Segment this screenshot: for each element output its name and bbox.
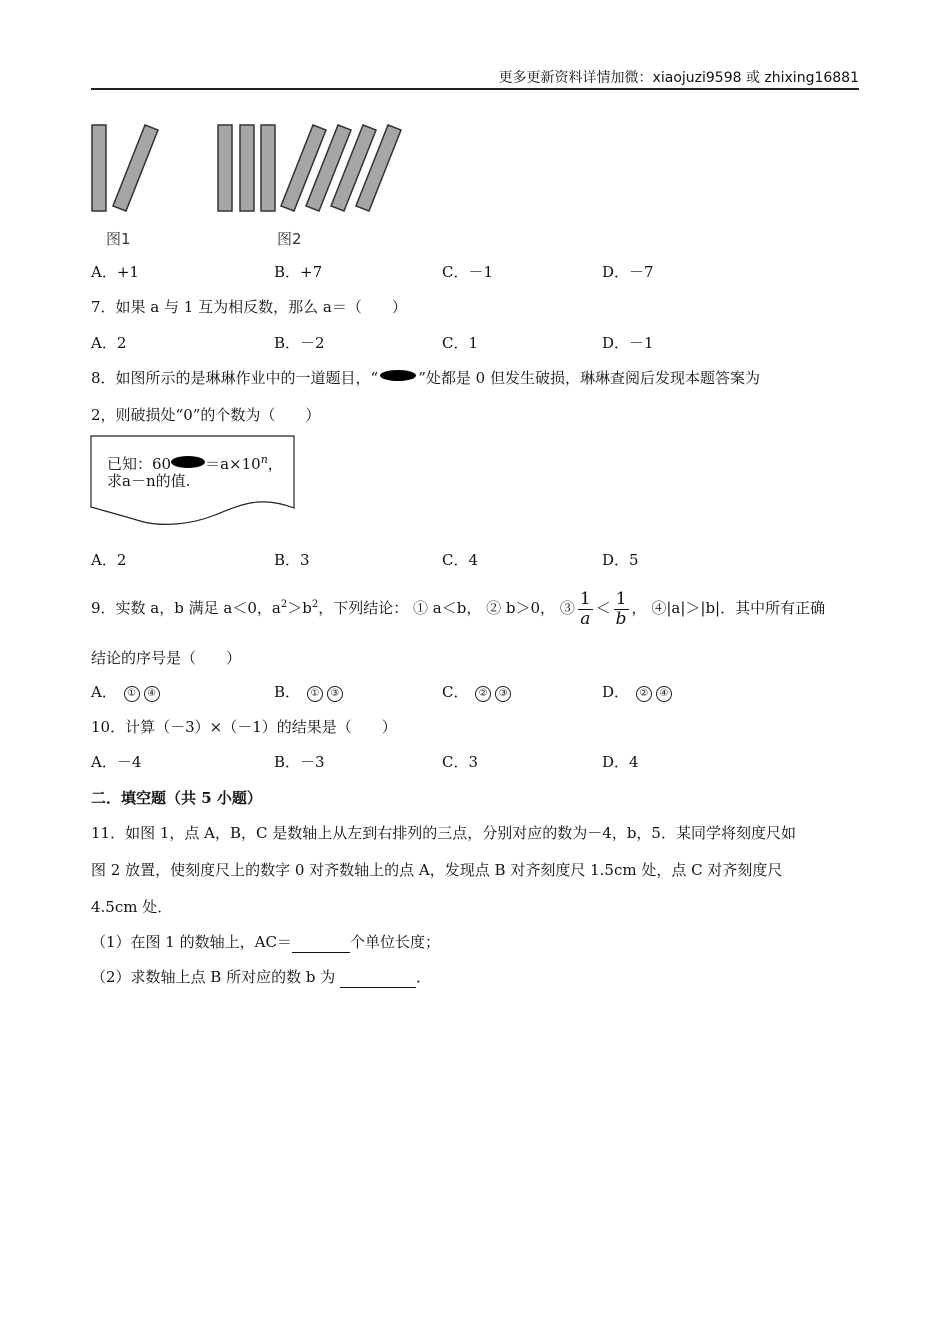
circled-number: ④ <box>656 686 672 702</box>
fig1-stick-upright <box>92 125 106 211</box>
q11-sub2-text: （2）求数轴上点 B 所对应的数 b 为 <box>91 968 341 986</box>
q9-stem-a: 9．实数 a，b 满足 a＜0，a <box>91 599 281 617</box>
q9-option-d[interactable] <box>602 682 674 702</box>
ink-blot-icon <box>380 370 416 381</box>
q9-conclusion-1 <box>413 599 481 617</box>
q11-line3: 4.5cm 处． <box>91 898 173 916</box>
q7-option-b[interactable]: B．－2 <box>274 334 325 352</box>
option-prefix: A． <box>91 683 117 701</box>
q8-card-line1-a: 已知：60 <box>107 455 172 473</box>
q9-stem-line1 <box>91 584 825 628</box>
q8-option-b[interactable]: B．3 <box>274 551 310 569</box>
q10-option-d[interactable]: D．4 <box>602 753 639 771</box>
q9-stem-b: ＞b <box>287 599 312 617</box>
q11-line2: 图 2 放置，使刻度尺上的数字 0 对齐数轴上的点 A，发现点 B 对齐刻度尺 1.5cm 处，点 C 对齐刻度尺 <box>91 861 783 879</box>
q9-lt: ＜ <box>595 599 611 617</box>
q10-stem: 10．计算（－3）×（－1）的结果是（ ） <box>91 718 397 736</box>
q9-stem-line2: 结论的序号是（ ） <box>91 649 242 667</box>
q11-sub1-unit: 个单位长度； <box>349 933 440 951</box>
q10-option-a[interactable]: A．－4 <box>91 753 142 771</box>
q7-option-a[interactable]: A．2 <box>91 334 127 352</box>
frac-numerator: 1 <box>615 588 627 609</box>
frac-denominator: b <box>615 608 627 629</box>
q9-c1-text: a＜b， <box>432 599 482 617</box>
circled-number: ④ <box>144 686 160 702</box>
q9-sup1: 2 <box>280 599 288 610</box>
circled-number: ② <box>636 686 652 702</box>
q9-sup2: 2 <box>311 599 319 610</box>
fig1-stick-tilted <box>113 125 158 211</box>
q9-option-b[interactable] <box>274 682 345 702</box>
q9-conclusion-4 <box>651 599 825 617</box>
q9-option-a[interactable] <box>91 682 162 702</box>
sticks-figure <box>85 118 415 218</box>
frac-numerator: 1 <box>579 588 591 609</box>
q9-option-c[interactable] <box>442 682 513 702</box>
q8-card-line2: 求a－n的值. <box>107 472 191 490</box>
fig1-label: 图1 <box>106 230 131 248</box>
frac-denominator: a <box>580 608 591 629</box>
q9-c4-text: |a|＞|b|．其中所有正确 <box>666 599 826 617</box>
q11-sub2 <box>91 967 431 988</box>
q8-card-line1-b: ＝a×10 <box>205 455 261 473</box>
q10-option-b[interactable]: B．－3 <box>274 753 325 771</box>
q11-sub2-answer-blank[interactable] <box>340 967 416 988</box>
q8-option-d[interactable]: D．5 <box>602 551 639 569</box>
q9-c1-marker: ① <box>412 599 428 617</box>
q8-stem-line1-a: 8．如图所示的是琳琳作业中的一道题目，“ <box>91 369 379 387</box>
q9-fraction-1b <box>614 590 629 629</box>
q11-sub2-end: ． <box>416 968 432 986</box>
q6-option-a[interactable]: A．+1 <box>91 263 139 281</box>
q9-stem-c: ，下列结论： <box>318 599 409 617</box>
q7-stem: 7．如果 a 与 1 互为相反数，那么 a＝（ ） <box>91 298 407 316</box>
q6-option-b[interactable]: B．+7 <box>274 263 323 281</box>
fig2-stick-upright-3 <box>261 125 275 211</box>
q9-fraction-1a <box>578 590 593 629</box>
q11-sub1-answer-blank[interactable] <box>292 932 350 953</box>
circled-number: ③ <box>495 686 511 702</box>
q10-option-c[interactable]: C．3 <box>442 753 479 771</box>
q11-line1: 11．如图 1，点 A，B，C 是数轴上从左到右排列的三点，分别对应的数为－4，b，5．某同学将刻度尺如 <box>91 824 796 842</box>
q7-option-d[interactable]: D．－1 <box>602 334 654 352</box>
circled-number: ② <box>475 686 491 702</box>
q11-sub1 <box>91 932 440 953</box>
option-prefix: D． <box>602 683 630 701</box>
q9-c2-text: b＞0， <box>505 599 556 617</box>
section-2-title: 二．填空题（共 5 小题） <box>91 789 262 807</box>
option-prefix: C． <box>442 683 469 701</box>
q8-card-exponent: n <box>260 453 268 466</box>
q11-sub1-text: （1）在图 1 的数轴上，AC＝ <box>91 933 292 951</box>
q8-option-a[interactable]: A．2 <box>91 551 127 569</box>
q8-card-line1-c: ， <box>267 455 283 473</box>
q6-option-d[interactable]: D．－7 <box>602 263 654 281</box>
circled-number: ③ <box>327 686 343 702</box>
q8-stem-line2: 2，则破损处“0”的个数为（ ） <box>91 406 321 424</box>
circled-number: ① <box>307 686 323 702</box>
option-prefix: B． <box>274 683 301 701</box>
q9-conclusion-3 <box>559 588 647 629</box>
q9-c3-marker: ③ <box>559 599 575 617</box>
ink-blot-icon <box>171 456 205 468</box>
q6-option-c[interactable]: C．－1 <box>442 263 494 281</box>
q9-sep: ， <box>631 599 647 617</box>
q8-option-c[interactable]: C．4 <box>442 551 479 569</box>
header-text: 更多更新资料详情加微：xiaojuzi9598 或 zhixing16881 <box>498 70 859 86</box>
q8-stem-line1-b: ”处都是 0 但发生破损，琳琳查阅后发现本题答案为 <box>418 369 760 387</box>
fig2-stick-upright-2 <box>240 125 254 211</box>
q8-stem-line1 <box>91 368 760 388</box>
q9-c2-marker: ② <box>486 599 502 617</box>
q7-option-c[interactable]: C．1 <box>442 334 479 352</box>
q9-c4-marker: ④ <box>651 599 667 617</box>
fig2-stick-upright-1 <box>218 125 232 211</box>
q9-conclusion-2 <box>486 599 555 617</box>
header-rule <box>91 88 859 90</box>
fig2-label: 图2 <box>277 230 302 248</box>
circled-number: ① <box>124 686 140 702</box>
